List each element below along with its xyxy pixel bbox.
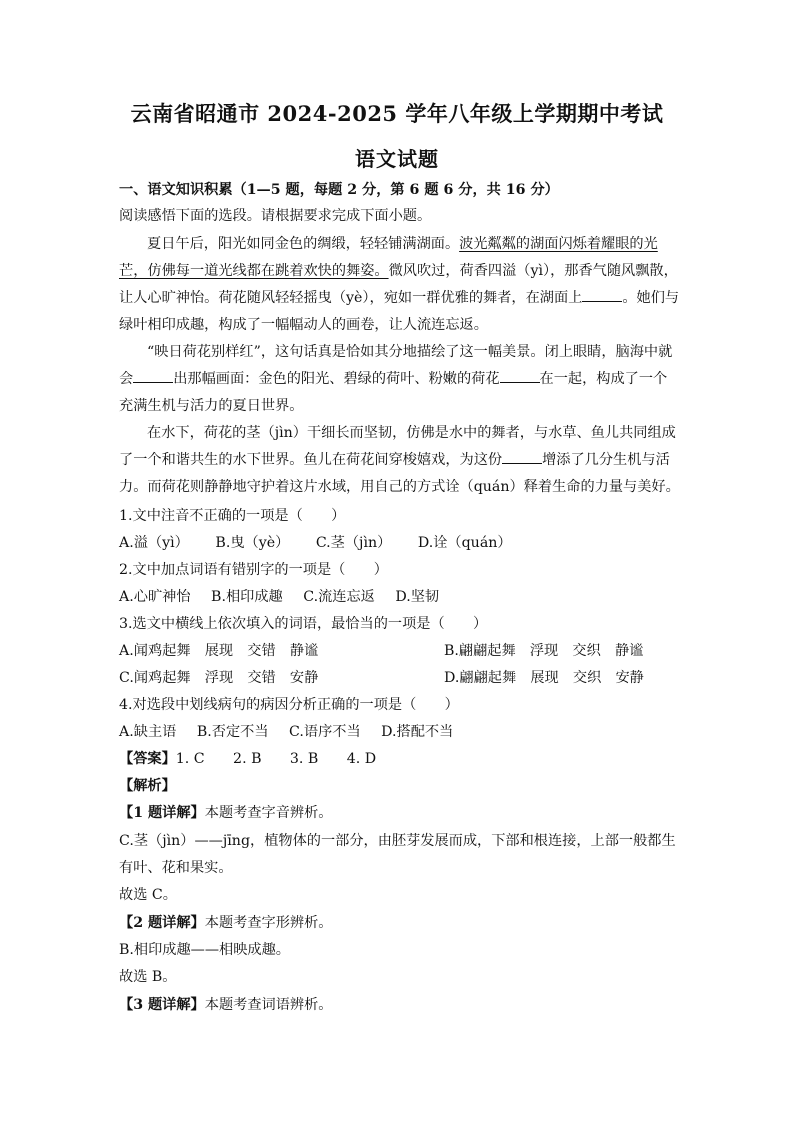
passage-line: 芒，仿佛每一道光线都在跳着欢快的舞姿。微风吹过，荷香四溢（yì），那香气随风飘散， <box>119 263 678 279</box>
passage-line: 了一个和谐共生的水下世界。鱼儿在荷花间穿梭嬉戏，为这份 增添了几分生机与活 <box>119 452 670 468</box>
option-b: B.曳（yè） <box>215 535 290 551</box>
question-stem: 2.文中加点词语有错别字的一项是（ ） <box>119 562 388 578</box>
page-subtitle: 语文试题 <box>355 147 439 171</box>
option-b: B.翩翩起舞 浮现 交织 静谧 <box>444 643 644 659</box>
analysis-label: 【解析】 <box>119 778 176 794</box>
option-d: D.坚韧 <box>395 589 440 605</box>
detail-conclusion: 故选 B。 <box>119 969 177 985</box>
detail-text: C.茎（jìn）——jīng，植物体的一部分，由胚芽发展而成，下部和根连接，上部一般都生 <box>119 833 676 849</box>
detail-text: 有叶、花和果实。 <box>119 860 233 876</box>
option-b: B.相印成趣 <box>211 589 283 605</box>
option-a: A.缺主语 <box>119 724 177 740</box>
passage-line: 力。而荷花则静静地守护着这片水域，用自己的方式诠（quán）释着生命的力量与美好。 <box>119 479 680 495</box>
passage-line: 绿叶相印成趣，构成了一幅幅动人的画卷，让人流连忘返。 <box>119 317 488 333</box>
section-heading: 一、语文知识积累（1—5 题，每题 2 分，第 6 题 6 分，共 16 分） <box>119 182 559 198</box>
detail-text: B.相印成趣——相映成趣。 <box>119 942 290 958</box>
instruction-text: 阅读感悟下面的选段。请根据要求完成下面小题。 <box>119 208 432 224</box>
option-c: C.闻鸡起舞 浮现 交错 安静 <box>119 670 319 686</box>
fill-blank <box>502 451 542 464</box>
passage-line: 在水下，荷花的茎（jìn）干细长而坚韧，仿佛是水中的舞者，与水草、鱼儿共同组成 <box>147 425 676 441</box>
fill-blank <box>133 370 173 383</box>
passage-line: “映日荷花别样红”，这句话真是恰如其分地描绘了这一幅美景。闭上眼睛，脑海中就 <box>147 344 673 360</box>
question-options <box>119 533 512 553</box>
answer-text: 1. C 2. B 3. B 4. D <box>175 751 377 767</box>
passage-line: 夏日午后，阳光如同金色的绸缎，轻轻铺满湖面。波光粼粼的湖面闪烁着耀眼的光 <box>147 236 658 252</box>
option-a: A.心旷神怡 <box>119 589 191 605</box>
option-b: B.否定不当 <box>196 724 269 740</box>
option-d: D.搭配不当 <box>381 724 454 740</box>
page-title: 云南省昭通市 2024-2025 学年八年级上学期期中考试 <box>130 101 664 126</box>
option-c: C.流连忘返 <box>303 589 375 605</box>
option-a: A.溢（yì） <box>119 535 189 551</box>
detail-conclusion: 故选 C。 <box>119 887 177 903</box>
underlined-sentence: 芒，仿佛每一道光线都在跳着欢快的舞姿。 <box>119 263 389 279</box>
fill-blank <box>582 289 622 302</box>
question-stem: 4.对选段中划线病句的病因分析正确的一项是（ ） <box>119 697 459 713</box>
question-options <box>119 587 439 607</box>
detail-heading: 【1 题详解】本题考查字音辨析。 <box>119 805 333 821</box>
answer-line <box>119 749 376 769</box>
option-d: D.翩翩起舞 展现 交织 安静 <box>444 670 644 686</box>
option-d: D.诠（quán） <box>417 535 512 551</box>
passage-line: 让人心旷神怡。荷花随风轻轻摇曳（yè），宛如一群优雅的舞者，在湖面上 。她们与 <box>119 290 680 306</box>
passage-line: 充满生机与活力的夏日世界。 <box>119 398 304 414</box>
option-c: C.语序不当 <box>289 724 361 740</box>
question-stem: 1.文中注音不正确的一项是（ ） <box>119 508 346 524</box>
question-stem: 3.选文中横线上依次填入的词语，最恰当的一项是（ ） <box>119 616 488 632</box>
option-a: A.闻鸡起舞 展现 交错 静谧 <box>119 643 319 659</box>
option-c: C.茎（jìn） <box>315 535 392 551</box>
passage-line: 会 出那幅画面：金色的阳光、碧绿的荷叶、粉嫩的荷花 在一起，构成了一个 <box>119 371 668 387</box>
answer-label: 【答案】 <box>119 751 176 767</box>
underlined-sentence: 波光粼粼的湖面闪烁着耀眼的光 <box>459 236 658 252</box>
detail-heading: 【3 题详解】本题考查词语辨析。 <box>119 997 333 1013</box>
question-options <box>119 722 453 742</box>
detail-heading: 【2 题详解】本题考查字形辨析。 <box>119 915 333 931</box>
fill-blank <box>500 370 540 383</box>
